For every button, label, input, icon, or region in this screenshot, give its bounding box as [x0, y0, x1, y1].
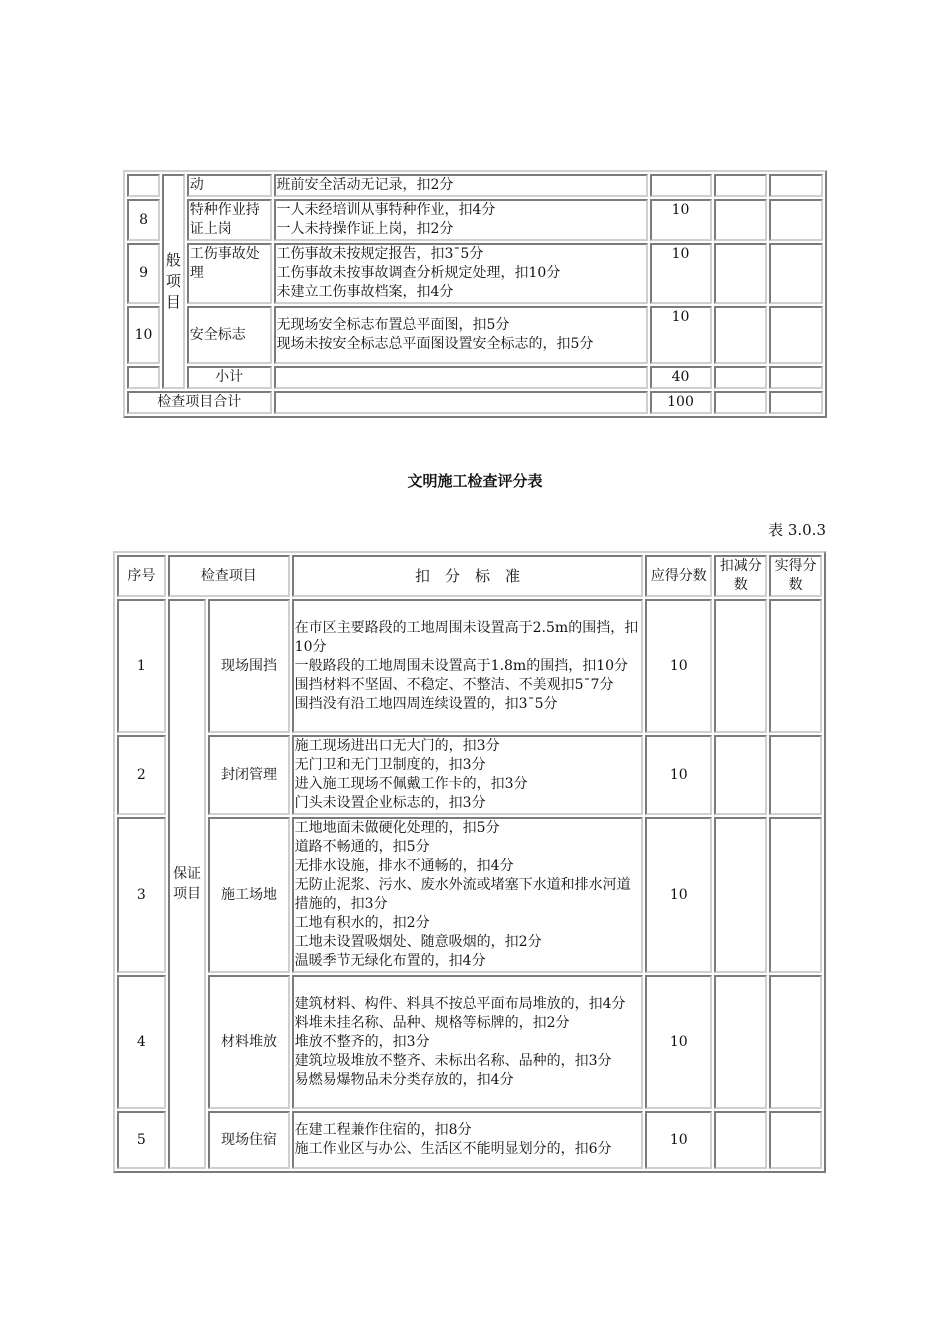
deduct-cell	[714, 306, 768, 364]
criteria: 工伤事故未按规定报告，扣3¯5分 工伤事故未按事故调查分析规定处理，扣10分 未建立工伤事故档案，扣4分	[274, 243, 648, 304]
actual-cell	[769, 817, 822, 973]
deduct-cell	[714, 817, 767, 973]
criteria: 在市区主要路段的工地周围未设置高于2.5m的围挡，扣10分 一般路段的工地周围未设置高于1.8m的围挡，扣10分 围挡材料不坚固、不稳定、不整洁、不美观扣5¯7分 围挡没有沿工地四周连续设置的，扣3¯5分	[292, 599, 644, 733]
check-item: 现场住宿	[208, 1111, 289, 1169]
table-row	[127, 174, 823, 197]
table-row	[117, 599, 822, 733]
row-number: 3	[117, 817, 166, 973]
criteria: 在建工程兼作住宿的，扣8分 施工作业区与办公、生活区不能明显划分的，扣6分	[292, 1111, 644, 1169]
criteria: 工地地面未做硬化处理的，扣5分 道路不畅通的，扣5分 无排水设施，排水不通畅的，扣4分 无防止泥浆、污水、废水外流或堵塞下水道和排水河道措施的，扣3分 工地有积水的，扣2分 工地未设置吸烟处、随意吸烟的，扣2分 温暖季节无绿化布置的，扣4分	[292, 817, 644, 973]
score: 10	[650, 199, 712, 241]
actual-cell	[769, 174, 823, 197]
category-cell	[168, 599, 207, 1169]
header-deduct: 扣减分数	[714, 555, 767, 597]
header-actual: 实得分数	[769, 555, 822, 597]
deduct-cell	[714, 199, 768, 241]
check-item: 工伤事故处理	[187, 243, 272, 304]
criteria: 施工现场进出口无大门的，扣3分 无门卫和无门卫制度的，扣3分 进入施工现场不佩戴工作卡的，扣3分 门头未设置企业标志的，扣3分	[292, 735, 644, 815]
actual-cell	[769, 199, 823, 241]
category-label: 般 项 目	[165, 251, 181, 311]
category-label: 保证项目	[173, 866, 202, 902]
check-item: 动	[187, 174, 272, 197]
check-item: 施工场地	[208, 817, 289, 973]
table-row	[127, 199, 823, 241]
actual-cell	[769, 735, 822, 815]
civilized-construction-score-table	[113, 551, 826, 1173]
total-row	[127, 391, 823, 414]
subtotal-score: 40	[650, 366, 712, 389]
score: 10	[645, 1111, 712, 1169]
header-criteria: 扣 分 标 准	[292, 555, 644, 597]
check-item: 材料堆放	[208, 975, 289, 1109]
deduct-cell	[714, 1111, 767, 1169]
header-item: 检查项目	[168, 555, 290, 597]
score	[650, 174, 712, 197]
row-number	[127, 174, 160, 197]
category-cell	[162, 174, 185, 389]
table-row	[127, 243, 823, 304]
score: 10	[645, 817, 712, 973]
page-title: 文明施工检查评分表	[407, 472, 543, 490]
row-number: 10	[127, 306, 160, 364]
table-row	[117, 975, 822, 1109]
deduct-cell	[714, 975, 767, 1109]
check-item: 封闭管理	[208, 735, 289, 815]
row-number: 4	[117, 975, 166, 1109]
safety-score-table-continuation	[123, 170, 827, 418]
criteria: 班前安全活动无记录，扣2分	[274, 174, 648, 197]
header-no: 序号	[117, 555, 166, 597]
deduct-cell	[714, 735, 767, 815]
actual-cell	[769, 306, 823, 364]
actual-cell	[769, 243, 823, 304]
deduct-cell	[714, 243, 768, 304]
criteria: 一人未经培训从事特种作业，扣4分 一人未持操作证上岗，扣2分	[274, 199, 648, 241]
criteria: 无现场安全标志布置总平面图，扣5分 现场未按安全标志总平面图设置安全标志的，扣5分	[274, 306, 648, 364]
check-item: 特种作业持证上岗	[187, 199, 272, 241]
check-item: 现场围挡	[208, 599, 289, 733]
criteria: 建筑材料、构件、料具不按总平面布局堆放的，扣4分 料堆未挂名称、品种、规格等标牌的，扣2分 堆放不整齐的，扣3分 建筑垃圾堆放不整齐、未标出名称、品种的，扣3分 易燃易爆物品未分类存放的，扣4分	[292, 975, 644, 1109]
row-number: 8	[127, 199, 160, 241]
actual-cell	[769, 1111, 822, 1169]
subtotal-label: 小计	[187, 366, 272, 389]
table-row	[117, 1111, 822, 1169]
table-number: 表 3.0.3	[768, 521, 826, 539]
table-row	[127, 306, 823, 364]
header-row	[117, 555, 822, 597]
total-label: 检查项目合计	[127, 391, 272, 414]
row-number: 5	[117, 1111, 166, 1169]
score: 10	[650, 306, 712, 364]
score: 10	[645, 735, 712, 815]
subtotal-row	[127, 366, 823, 389]
actual-cell	[769, 599, 822, 733]
score: 10	[645, 599, 712, 733]
table-row	[117, 735, 822, 815]
actual-cell	[769, 975, 822, 1109]
deduct-cell	[714, 174, 768, 197]
total-score: 100	[650, 391, 712, 414]
table-row	[117, 817, 822, 973]
row-number: 2	[117, 735, 166, 815]
deduct-cell	[714, 599, 767, 733]
row-number: 9	[127, 243, 160, 304]
score: 10	[645, 975, 712, 1109]
score: 10	[650, 243, 712, 304]
header-score: 应得分数	[645, 555, 712, 597]
check-item: 安全标志	[187, 306, 272, 364]
row-number: 1	[117, 599, 166, 733]
